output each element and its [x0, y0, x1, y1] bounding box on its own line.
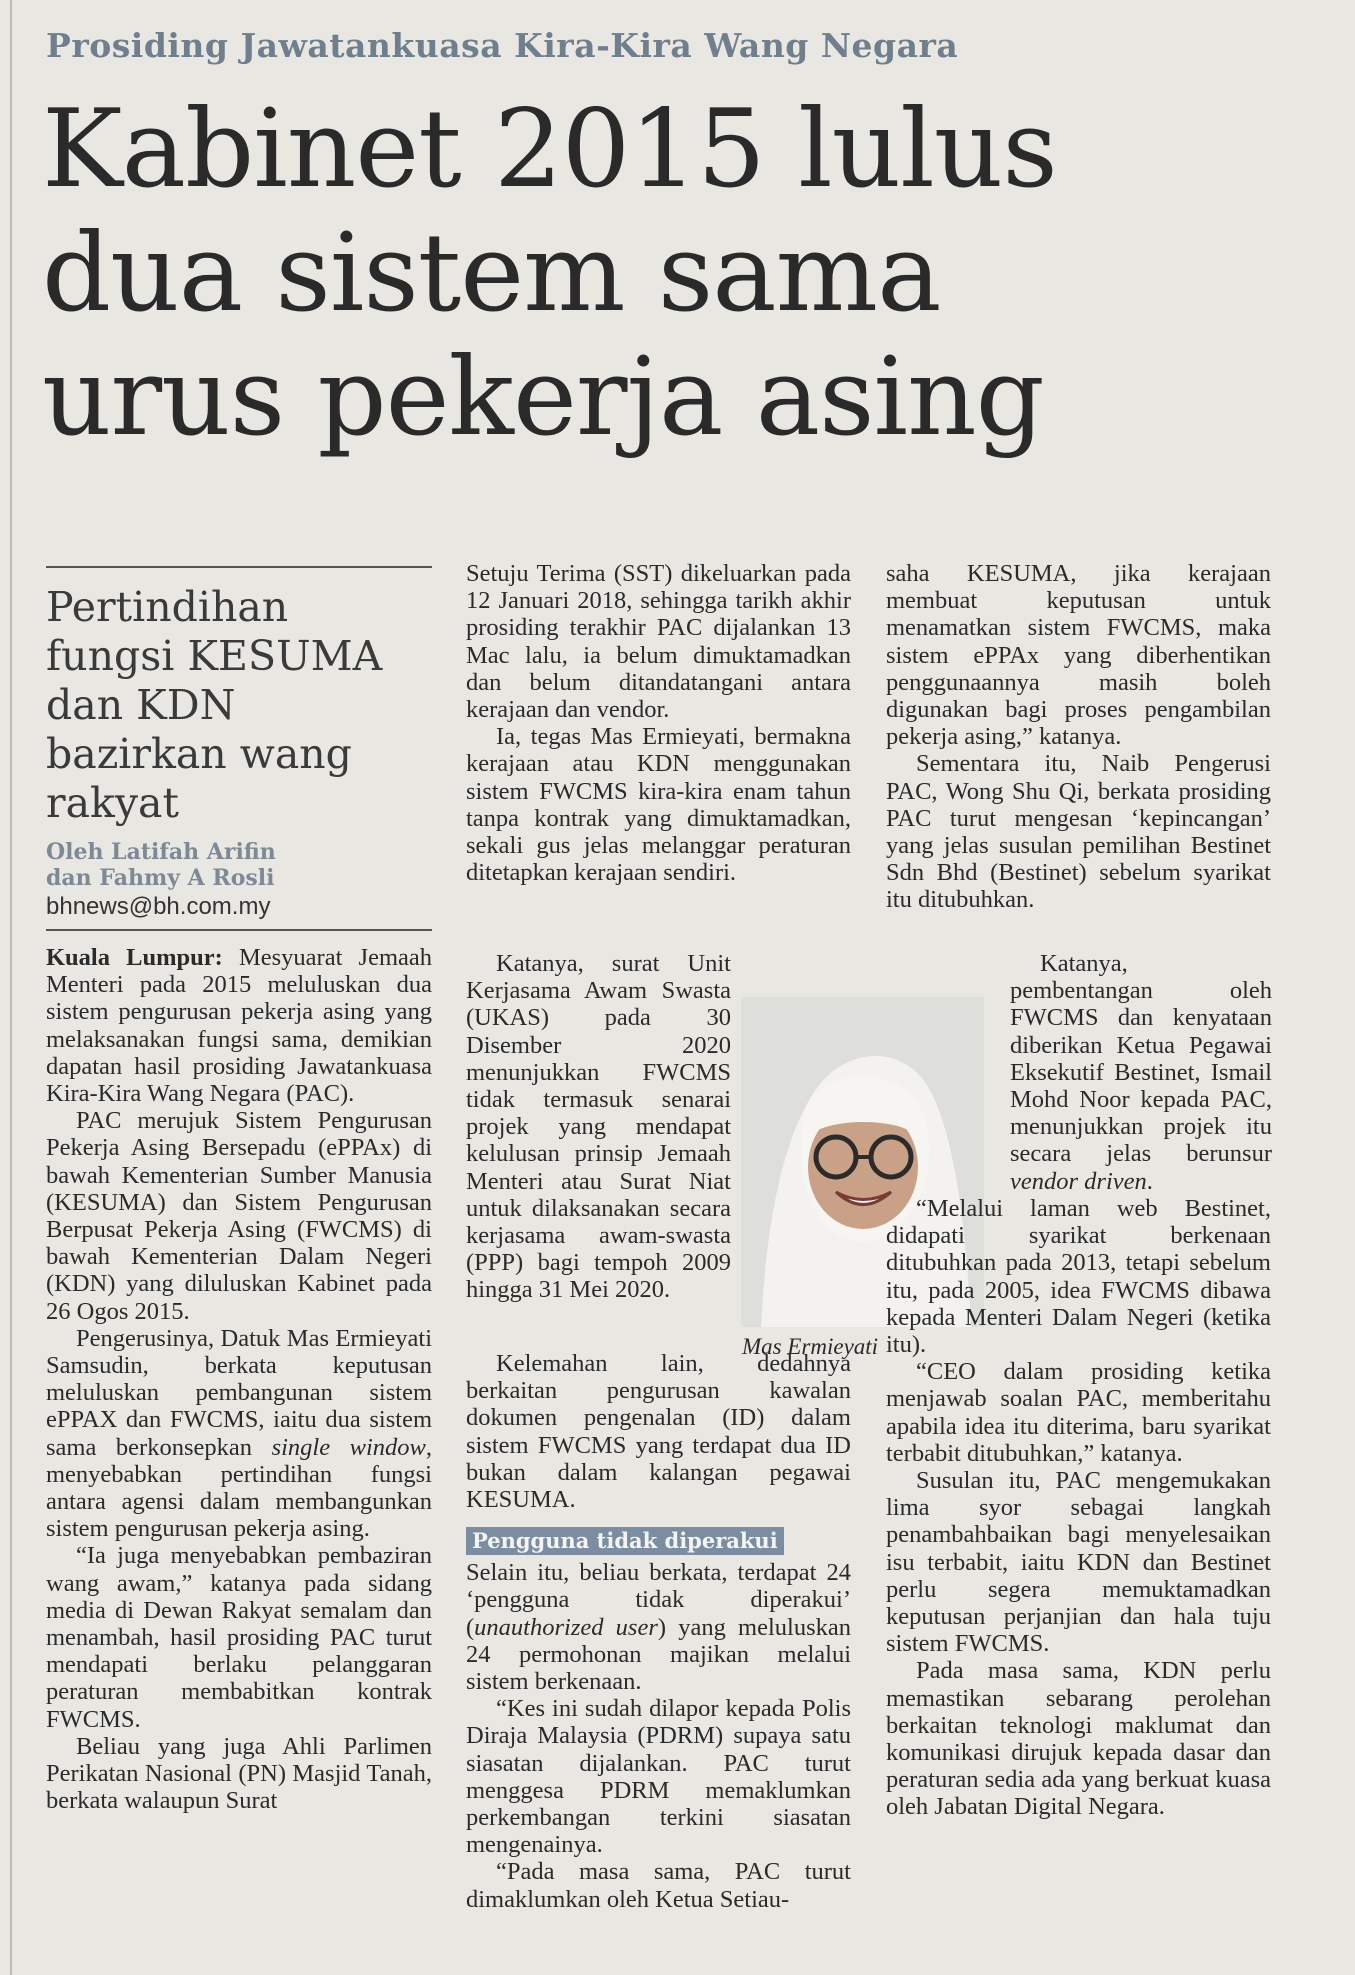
col2-paragraph-3: Katanya, surat Unit Kerjasama Awam Swasta (UKAS) pada 30 Disember 2020 menunjukkan FWCMS tidak termasuk senarai projek yang mendapat kelulusan prinsip Jemaah Menteri atau Surat Niat untuk dilaksanakan secara kerjasama awam-swasta (PPP) bagi tempoh 2009 hingga 31 Mei 2020.: [466, 950, 731, 1304]
page-edge-line: [10, 0, 12, 1975]
byline-bottom-rule: [46, 929, 432, 931]
byline-line-2: dan Fahmy A Rosli: [46, 865, 275, 891]
column-3-wrap: [1010, 950, 1272, 1195]
col1-paragraph-5: Beliau yang juga Ahli Parlimen Perikatan Nasional (PN) Masjid Tanah, berkata walaupun Surat: [46, 1732, 432, 1815]
col3-paragraph-7: Pada masa sama, KDN perlu memastikan sebarang perolehan berkaitan teknologi maklumat dan komunikasi dirujuk kepada dasar dan peraturan sedia ada yang berkuat kuasa oleh Jabatan Digital Negara.: [886, 1657, 1271, 1821]
section-kicker: Prosiding Jawatankuasa Kira-Kira Wang Negara: [46, 26, 959, 65]
col3-paragraph-4: “Melalui laman web Bestinet, didapati syarikat berkenaan ditubuhkan pada 2013, tetapi sebelum itu, pada 2005, idea FWCMS dibawa kepada Menteri Dalam Negeri (ketika itu).: [886, 1195, 1271, 1359]
col1-paragraph-2: PAC merujuk Sistem Pengurusan Pekerja Asing Bersepadu (ePPAx) di bawah Kementerian Sumber Manusia (KESUMA) dan Sistem Pengurusan Berpusat Pekerja Asing (FWCMS) di bawah Kementerian Dalam Negeri (KDN) yang diluluskan Kabinet pada 26 Ogos 2015.: [46, 1107, 432, 1325]
column-1: [46, 944, 432, 1815]
byline: [46, 839, 426, 891]
standfirst: Pertindihan fungsi KESUMA dan KDN bazirkan wang rakyat: [46, 583, 383, 827]
photo-caption: Mas Ermieyati: [742, 1334, 879, 1359]
column-2-wrap: [466, 950, 731, 1304]
column-3-bottom: [886, 1195, 1271, 1821]
col3-paragraph-3: Katanya, pembentangan oleh FWCMS dan kenyataan diberikan Ketua Pegawai Eksekutif Bestinet, Ismail Mohd Noor kepada PAC, menunjukkan projek itu secara jelas berunsur vendor driven.: [1010, 950, 1272, 1195]
col2-paragraph-6: “Kes ini sudah dilapor kepada Polis Diraja Malaysia (PDRM) supaya satu siasatan dijalankan. PAC turut menggesa PDRM memaklumkan perkembangan terkini siasatan mengenainya.: [466, 1695, 851, 1859]
col1-paragraph-4: “Ia juga menyebabkan pembaziran wang awam,” katanya pada sidang media di Dewan Rakyat semalam dan menambah, hasil prosiding PAC turut mendapati berlaku pelanggaran peraturan membabitkan kontrak FWCMS.: [46, 1542, 432, 1733]
col3-paragraph-2: Sementara itu, Naib Pengerusi PAC, Wong Shu Qi, berkata prosiding PAC turut mengesan ‘kepincangan’ yang jelas susulan pemilihan Bestinet Sdn Bhd (Bestinet) sebelum syarikat itu ditubuhkan.: [886, 750, 1271, 914]
col2-paragraph-2: Ia, tegas Mas Ermieyati, bermakna kerajaan atau KDN menggunakan sistem FWCMS kira-kira enam tahun tanpa kontrak yang dimuktamadkan, sekali gus jelas melanggar peraturan ditetapkan kerajaan sendiri.: [466, 723, 851, 887]
col2-paragraph-4: Kelemahan lain, dedahnya berkaitan pengurusan kawalan dokumen pengenalan (ID) dalam sistem FWCMS yang terdapat dua ID bukan dalam kalangan pegawai KESUMA.: [466, 1350, 851, 1514]
col2-paragraph-1: Setuju Terima (SST) dikeluarkan pada 12 Januari 2018, sehingga tarikh akhir prosiding terakhir PAC dijalankan 13 Mac lalu, ia belum dimuktamadkan dan belum ditandatangani antara kerajaan dan vendor.: [466, 560, 851, 724]
col3-paragraph-5: “CEO dalam prosiding ketika menjawab soalan PAC, memberitahu apabila idea itu diterima, baru syarikat terbabit ditubuhkan,” katanya.: [886, 1358, 1271, 1467]
dateline: Kuala Lumpur:: [46, 944, 223, 971]
col2-paragraph-5: Selain itu, beliau berkata, terdapat 24 ‘pengguna tidak diperakui’ (unauthorized user) yang meluluskan 24 permohonan majikan melalui sistem berkenaan.: [466, 1559, 851, 1696]
byline-line-1: Oleh Latifah Arifin: [46, 839, 276, 865]
col1-paragraph-1: Kuala Lumpur: Mesyuarat Jemaah Menteri pada 2015 meluluskan dua sistem pengurusan pekerja asing yang melaksanakan fungsi sama, demikian dapatan hasil prosiding Jawatankuasa Kira-Kira Wang Negara (PAC).: [46, 944, 432, 1108]
col3-paragraph-1: saha KESUMA, jika kerajaan membuat keputusan untuk menamatkan sistem FWCMS, maka sistem ePPAx yang diberhentikan penggunaannya masih boleh digunakan bagi proses pengambilan pekerja asing,” katanya.: [886, 560, 1271, 751]
headline-line-1: Kabinet 2015 lulus: [42, 87, 1057, 212]
column-2-bottom: [466, 1350, 851, 1913]
col3-paragraph-6: Susulan itu, PAC mengemukakan lima syor sebagai langkah penambahbaikan bagi menyelesaikan isu terbabit, iaitu KDN dan Bestinet perlu segera memuktamadkan keputusan perjanjian dan hala tuju sistem FWCMS.: [886, 1467, 1271, 1658]
col1-paragraph-3: Pengerusinya, Datuk Mas Ermieyati Samsudin, berkata keputusan meluluskan pembangunan sistem ePPAX dan FWCMS, iaitu dua sistem sama berkonsepkan single window, menyebabkan pertindihan fungsi antara agensi dalam membangunkan sistem pengurusan pekerja asing.: [46, 1324, 433, 1543]
subheading: Pengguna tidak diperakui: [466, 1527, 784, 1555]
headline-line-3: urus pekerja asing: [42, 335, 1044, 460]
col2-paragraph-7: “Pada masa sama, PAC turut dimaklumkan oleh Ketua Setiau-: [466, 1858, 851, 1913]
standfirst-top-rule: [46, 566, 432, 568]
column-3-top: [886, 560, 1271, 914]
headline-line-2: dua sistem sama: [42, 211, 941, 336]
byline-email: bhnews@bh.com.my: [46, 893, 271, 920]
article-headline: [42, 88, 1292, 460]
column-2-top: [466, 560, 851, 886]
